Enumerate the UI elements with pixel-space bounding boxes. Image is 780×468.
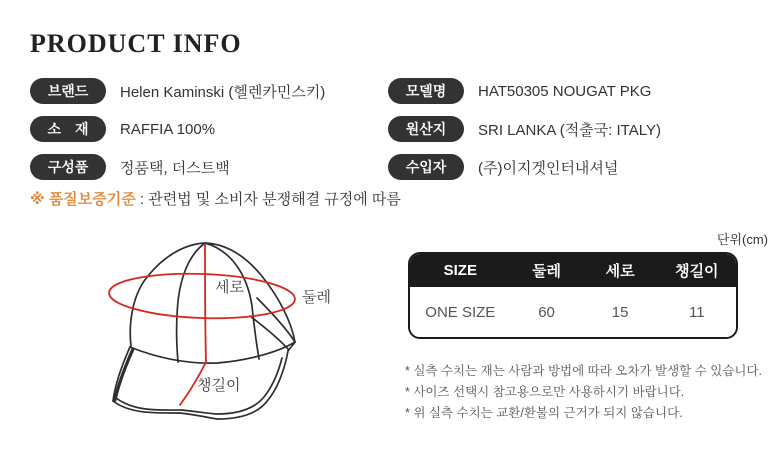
note-line-3: * 위 실측 수치는 교환/환불의 근거가 되지 않습니다.	[405, 406, 683, 420]
info-row-components	[30, 154, 325, 180]
model-value: HAT50305 NOUGAT PKG	[478, 82, 652, 100]
model-label-pill: 모델명	[388, 78, 464, 104]
origin-label-pill: 원산지	[388, 116, 464, 142]
size-table-header-brim: 챙길이	[658, 254, 736, 287]
measurement-notes	[405, 361, 762, 424]
size-table-header-vertical: 세로	[583, 254, 658, 287]
circumference-measure-label: 둘레	[302, 289, 331, 306]
importer-value: (주)이지겟인터내셔널	[478, 159, 619, 177]
size-table-header-row	[410, 254, 736, 287]
size-spec-table	[408, 252, 738, 339]
quality-guarantee-line	[30, 188, 401, 209]
info-row-importer	[388, 154, 661, 180]
note-line-2: * 사이즈 선택시 참고용으로만 사용하시기 바랍니다.	[405, 385, 685, 399]
importer-label-pill: 수입자	[388, 154, 464, 180]
components-value: 정품택, 더스트백	[120, 159, 230, 177]
note-line-1: * 실측 수치는 재는 사람과 방법에 따라 오차가 발생할 수 있습니다.	[405, 364, 763, 378]
size-value-brim: 11	[658, 287, 736, 337]
brand-label-pill: 브랜드	[30, 78, 106, 104]
unit-label: 단위(cm)	[716, 232, 768, 247]
size-table-header-circumference: 둘레	[511, 254, 583, 287]
cap-line-drawing	[30, 228, 360, 460]
size-value-vertical: 15	[583, 287, 658, 337]
cap-left-seam	[177, 243, 205, 362]
brand-value: Helen Kaminski (헬렌카민스키)	[120, 83, 326, 101]
material-value: RAFFIA 100%	[120, 120, 216, 138]
size-value-name: ONE SIZE	[410, 287, 511, 337]
vertical-measure-label: 세로	[215, 279, 244, 296]
page-title: PRODUCT INFO	[30, 29, 242, 58]
info-column-right	[388, 78, 661, 192]
size-table-data-row	[410, 287, 736, 337]
info-row-material	[30, 116, 325, 142]
material-label-pill: 소 재	[30, 116, 106, 142]
info-row-brand	[30, 78, 325, 104]
components-label-pill: 구성품	[30, 154, 106, 180]
vertical-measure-line	[205, 244, 206, 362]
info-row-model	[388, 78, 661, 104]
info-row-origin	[388, 116, 661, 142]
cap-right-seam	[205, 243, 259, 359]
hat-measurement-diagram	[30, 228, 360, 460]
cap-dome-left-outline	[130, 243, 205, 346]
size-value-circumference: 60	[511, 287, 583, 337]
cap-crown-bottom-edge	[130, 342, 295, 363]
brim-measure-label: 챙길이	[197, 377, 241, 394]
quality-guarantee-text: : 관련법 및 소비자 분쟁해결 규정에 따름	[135, 191, 401, 208]
size-table-header-size: SIZE	[410, 254, 511, 287]
brim-left-fold	[115, 349, 133, 400]
origin-value: SRI LANKA (적출국: ITALY)	[478, 121, 661, 139]
info-column-left	[30, 78, 325, 192]
quality-guarantee-label: ※ 품질보증기준	[30, 191, 136, 208]
